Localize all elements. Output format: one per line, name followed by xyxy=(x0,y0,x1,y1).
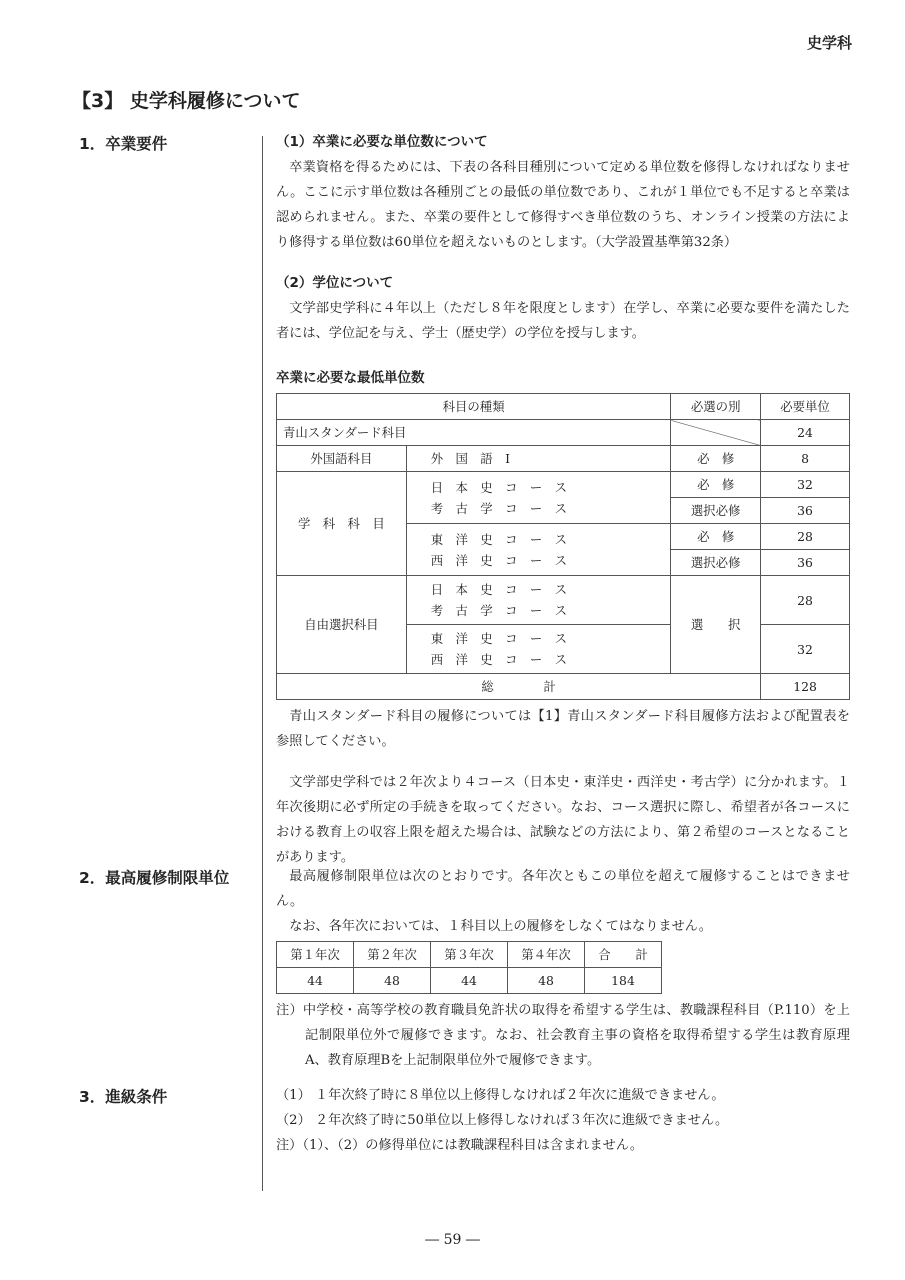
cell-language-name: 外 国 語 Ⅰ xyxy=(406,446,671,472)
value-year-1: 44 xyxy=(277,968,354,994)
cell-g1-req-b: 選択必修 xyxy=(671,498,761,524)
paragraph-degree: 文学部史学科に４年以上（ただし８年を限度とします）在学し、卒業に必要な要件を満たした者には、学位記を与え、学士（歴史学）の学位を授与します。 xyxy=(276,301,850,341)
paragraph-course-selection: 文学部史学科では２年次より４コース（日本史・東洋史・西洋史・考古学）に分かれます。１年次後期に必ず所定の手続きを取ってください。なお、コース選択に際し、希望者が各コースにおける教育上の収容上限を超えた場合は、試験などの方法により、第２希望のコースとなることがあります。 xyxy=(276,775,850,865)
value-year-4: 48 xyxy=(508,968,585,994)
cell-standard-units: 24 xyxy=(761,420,850,446)
header-requirement: 必選の別 xyxy=(671,394,761,420)
cell-free-units-a: 28 xyxy=(761,576,850,625)
course-western-history: 西 洋 史 コ ー ス xyxy=(430,552,568,568)
promotion-rule-1: （1） １年次終了時に８単位以上修得しなければ２年次に進級できません。 xyxy=(276,1088,725,1103)
promotion-section xyxy=(276,1083,850,1158)
subheading-required-credits: （1）卒業に必要な単位数について xyxy=(276,134,488,150)
graduation-section xyxy=(276,130,850,870)
cell-g2-units-b: 36 xyxy=(761,550,850,576)
cell-free-group1 xyxy=(406,576,671,625)
cell-language-req: 必 修 xyxy=(671,446,761,472)
cell-standard-name: 青山スタンダード科目 xyxy=(277,420,671,446)
value-year-2: 48 xyxy=(354,968,431,994)
cell-g1-units-b: 36 xyxy=(761,498,850,524)
note-teaching-license: 注）中学校・高等学校の教育職員免許状の取得を希望する学生は、教職課程科目（P.110）を上記制限単位外で履修できます。なお、社会教育主事の資格を取得希望する学生は教育原理A、教育原理Bを上記制限単位外で履修できます。 xyxy=(276,1003,850,1068)
cell-total-label: 総 計 xyxy=(277,674,761,700)
vertical-divider xyxy=(262,136,263,1191)
header-year-3: 第３年次 xyxy=(431,942,508,968)
cell-free-group2 xyxy=(406,625,671,674)
header-year-4: 第４年次 xyxy=(508,942,585,968)
value-year-3: 44 xyxy=(431,968,508,994)
course-japanese-history: 日 本 史 コ ー ス xyxy=(430,479,568,495)
paragraph-required-credits: 卒業資格を得るためには、下表の各科目種別について定める単位数を修得しなければなりません。ここに示す単位数は各種別ごとの最低の単位数であり、これが１単位でも不足すると卒業は認められません。また、卒業の要件として修得すべき単位数のうち、オンライン授業の方法により修得する単位数は60単位を超えないものとします。（大学設置基準第32条） xyxy=(276,160,850,250)
cell-language-units: 8 xyxy=(761,446,850,472)
course-western-history: 西 洋 史 コ ー ス xyxy=(430,652,568,667)
cell-language-category: 外国語科目 xyxy=(277,446,407,472)
course-archaeology: 考 古 学 コ ー ス xyxy=(430,500,568,516)
value-total: 184 xyxy=(585,968,662,994)
cell-total-units: 128 xyxy=(761,674,850,700)
cell-gakka-group1 xyxy=(406,472,671,524)
cell-g1-units-a: 32 xyxy=(761,472,850,498)
paragraph-credit-limit: 最高履修制限単位は次のとおりです。各年次ともこの単位を超えて履修することはできません。 xyxy=(276,869,850,909)
cell-free-units-b: 32 xyxy=(761,625,850,674)
credit-limit-table xyxy=(276,941,662,994)
cell-free-req: 選 択 xyxy=(671,576,761,674)
header-year-1: 第１年次 xyxy=(277,942,354,968)
promotion-note: 注）（1）、（2）の修得単位には教職課程科目は含まれません。 xyxy=(276,1138,644,1153)
section-heading-promotion: 3．進級条件 xyxy=(79,1088,168,1106)
header-units: 必要単位 xyxy=(761,394,850,420)
header-kind: 科目の種類 xyxy=(277,394,671,420)
chapter-title: 【3】 史学科履修について xyxy=(72,90,301,112)
subheading-degree: （2）学位について xyxy=(276,275,394,291)
section-heading-credit-limit: 2．最高履修制限単位 xyxy=(79,869,230,887)
cell-g2-units-a: 28 xyxy=(761,524,850,550)
course-archaeology: 考 古 学 コ ー ス xyxy=(430,603,568,618)
header-year-2: 第２年次 xyxy=(354,942,431,968)
promotion-rule-2: （2） ２年次終了時に50単位以上修得しなければ３年次に進級できません。 xyxy=(276,1113,729,1128)
cell-g2-req-b: 選択必修 xyxy=(671,550,761,576)
course-east-asian-history: 東 洋 史 コ ー ス xyxy=(430,631,568,646)
paragraph-standard-note: 青山スタンダード科目の履修については【1】青山スタンダード科目履修方法および配置表を参照してください。 xyxy=(276,709,850,749)
page-number: ― 59 ― xyxy=(425,1232,480,1248)
min-credits-table xyxy=(276,393,850,700)
table-title: 卒業に必要な最低単位数 xyxy=(276,370,425,386)
credit-limit-section xyxy=(276,864,850,1073)
cell-g1-req-a: 必 修 xyxy=(671,472,761,498)
cell-diagonal xyxy=(671,420,761,446)
cell-gakka-category: 学 科 科 目 xyxy=(277,472,407,576)
cell-gakka-group2 xyxy=(406,524,671,576)
section-heading-graduation: 1．卒業要件 xyxy=(79,135,168,153)
paragraph-min-one-course: なお、各年次においては、１科目以上の履修をしなくてはなりません。 xyxy=(289,919,712,934)
header-total: 合 計 xyxy=(585,942,662,968)
cell-free-category: 自由選択科目 xyxy=(277,576,407,674)
course-japanese-history: 日 本 史 コ ー ス xyxy=(430,582,568,597)
department-label: 史学科 xyxy=(806,34,852,52)
course-east-asian-history: 東 洋 史 コ ー ス xyxy=(430,531,568,547)
cell-g2-req-a: 必 修 xyxy=(671,524,761,550)
